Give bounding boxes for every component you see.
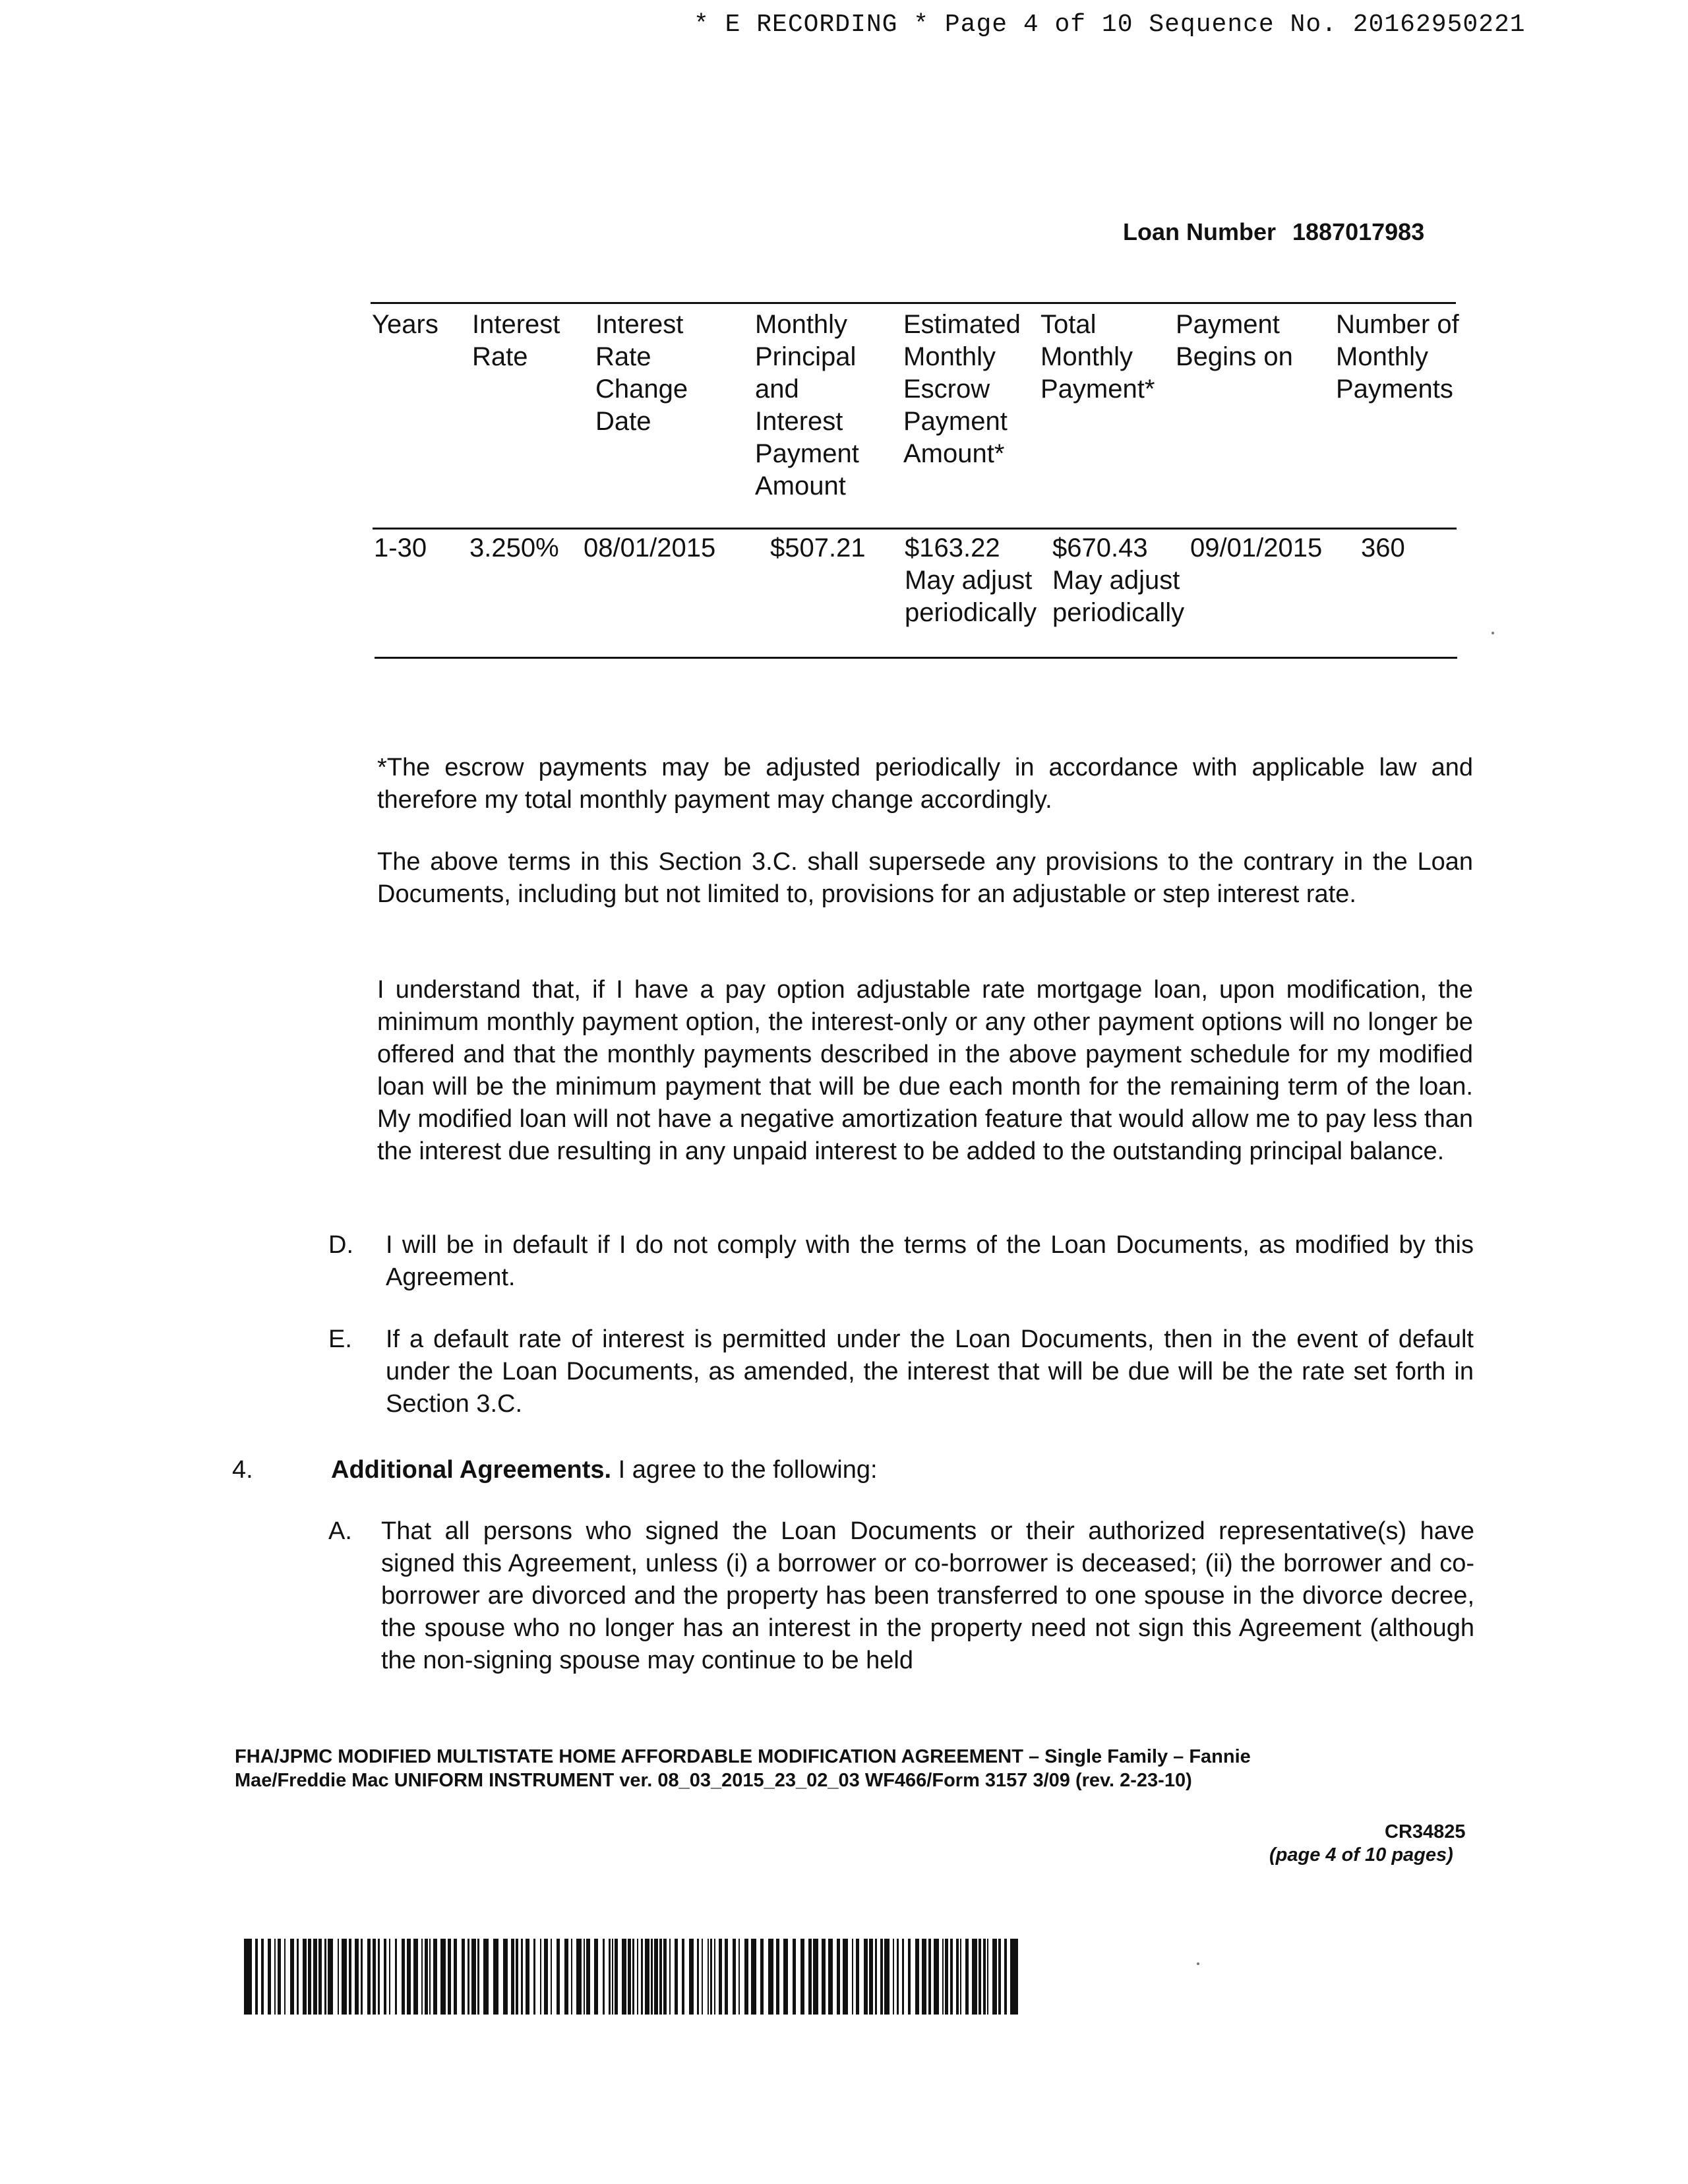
barcode-bar: [983, 1939, 986, 2015]
barcode-bar: [751, 1939, 756, 2015]
barcode-bar: [979, 1939, 981, 2015]
barcode-bar: [313, 1939, 317, 2015]
barcode-bar: [998, 1939, 1001, 2015]
header-years: Years: [372, 310, 438, 339]
item-e-text: If a default rate of interest is permitted under the Loan Documents, then in the event of default under the Loan Documents, as amended, the interest that will be due will be the rate set forth in Section 3.C.: [386, 1325, 1474, 1418]
recording-stamp: * E RECORDING * Page 4 of 10 Sequence No. 20162950221: [694, 11, 1526, 39]
barcode-bar: [378, 1939, 380, 2015]
barcode-bar: [328, 1939, 333, 2015]
barcode-bar: [992, 1939, 997, 2015]
barcode-bar: [710, 1939, 712, 2015]
cell-change-date: 08/01/2015: [584, 533, 716, 562]
loan-number-label: Loan Number: [1123, 218, 1277, 245]
barcode-bar: [576, 1939, 582, 2015]
understand-paragraph: I understand that, if I have a pay option adjustable rate mortgage loan, upon modification, the minimum monthly payment option, the interest-only or any other payment options will no longer be offered and that the monthly payments described in the above payment schedule for my modified loan will be the minimum payment that will be due each month for the remaining term of the loan. My modified loan will not have a negative amortization feature that would allow me to pay less than the interest due resulting in any unpaid interest to be added to the outstanding principal balance.: [377, 976, 1473, 1165]
barcode-bar: [564, 1939, 568, 2015]
header-begins-on: Payment Begins on: [1176, 310, 1293, 371]
barcode-bar: [893, 1939, 894, 2015]
barcode-bar: [915, 1939, 919, 2015]
barcode-bar: [632, 1939, 634, 2015]
cell-begins: 09/01/2015: [1190, 533, 1323, 562]
barcode-bar: [493, 1939, 498, 2015]
barcode: [244, 1939, 1029, 2015]
barcode-bar: [429, 1939, 431, 2015]
barcode-bar: [972, 1939, 977, 2015]
barcode-bar: [448, 1939, 451, 2015]
barcode-bar: [615, 1939, 618, 2015]
barcode-bar: [454, 1939, 457, 2015]
barcode-bar: [433, 1939, 437, 2015]
barcode-bar: [682, 1939, 684, 2015]
form-title-line-2: Mae/Freddie Mac UNIFORM INSTRUMENT ver. 08_03_2015_23_02_03 WF466/Form 3157 3/09 (rev. 2-23-10): [235, 1770, 1192, 1791]
barcode-bar: [622, 1939, 626, 2015]
barcode-bar: [255, 1939, 258, 2015]
barcode-bar: [557, 1939, 560, 2015]
barcode-bar: [663, 1939, 667, 2015]
cell-total: $670.43 May adjust periodically: [1052, 533, 1185, 627]
barcode-bar: [533, 1939, 535, 2015]
header-principal-interest: Monthly Principal and Interest Payment Amount: [755, 310, 859, 501]
barcode-bar: [733, 1939, 736, 2015]
barcode-bar: [603, 1939, 605, 2015]
barcode-bar: [654, 1939, 658, 2015]
barcode-bar: [361, 1939, 363, 2015]
item-a-marker: A.: [328, 1517, 352, 1545]
barcode-bar: [880, 1939, 883, 2015]
form-code: CR34825: [1385, 1821, 1466, 1842]
table-bottom-rule: [375, 657, 1457, 659]
barcode-bar: [856, 1939, 859, 2015]
barcode-bar: [297, 1939, 299, 2015]
barcode-bar: [928, 1939, 931, 2015]
barcode-bar: [669, 1939, 671, 2015]
barcode-bar: [628, 1939, 631, 2015]
barcode-bar: [324, 1939, 326, 2015]
barcode-bar: [783, 1939, 788, 2015]
scan-speck: [1197, 1962, 1199, 1965]
barcode-bar: [421, 1939, 423, 2015]
barcode-bar: [526, 1939, 529, 2015]
barcode-bar: [395, 1939, 397, 2015]
barcode-bar: [808, 1939, 812, 2015]
cell-years: 1-30: [374, 533, 427, 562]
barcode-bar: [908, 1939, 911, 2015]
barcode-bar: [544, 1939, 548, 2015]
barcode-bar: [708, 1939, 709, 2015]
barcode-bar: [828, 1939, 833, 2015]
barcode-bar: [793, 1939, 796, 2015]
header-total-payment: Total Monthly Payment*: [1040, 310, 1155, 404]
barcode-bar: [987, 1939, 988, 2015]
form-title-line-1: FHA/JPMC MODIFIED MULTISTATE HOME AFFORDABLE MODIFICATION AGREEMENT – Single Family – Fannie: [235, 1746, 1251, 1767]
barcode-bar: [884, 1939, 889, 2015]
header-escrow: Estimated Monthly Escrow Payment Amount*: [903, 310, 1021, 468]
section-4-number: 4.: [232, 1456, 253, 1484]
barcode-bar: [738, 1939, 740, 2015]
cell-rate: 3.250%: [469, 533, 559, 562]
barcode-bar: [389, 1939, 390, 2015]
barcode-bar: [342, 1939, 347, 2015]
escrow-note-paragraph: *The escrow payments may be adjusted periodically in accordance with applicable law and therefore my total monthly payment may change accordingly.: [377, 754, 1473, 814]
barcode-bar: [516, 1939, 518, 2015]
cell-escrow: $163.22 May adjust periodically: [905, 533, 1037, 627]
barcode-bar: [586, 1939, 590, 2015]
barcode-bar: [261, 1939, 264, 2015]
barcode-bar: [945, 1939, 948, 2015]
scan-speck: [1492, 632, 1494, 634]
barcode-bar: [1004, 1939, 1007, 2015]
item-e-marker: E.: [328, 1325, 352, 1353]
barcode-bar: [503, 1939, 508, 2015]
barcode-bar: [675, 1939, 678, 2015]
item-d-text: I will be in default if I do not comply with the terms of the Loan Documents, as modified by this Agreement.: [386, 1231, 1474, 1291]
barcode-bar: [934, 1939, 939, 2015]
barcode-bar: [471, 1939, 476, 2015]
barcode-bar: [760, 1939, 764, 2015]
loan-number-value: 1887017983: [1292, 218, 1425, 245]
barcode-bar: [467, 1939, 469, 2015]
barcode-bar: [551, 1939, 552, 2015]
barcode-bar: [413, 1939, 418, 2015]
barcode-bar: [843, 1939, 848, 2015]
barcode-bar: [697, 1939, 699, 2015]
cell-count: 360: [1361, 533, 1405, 562]
item-d-marker: D.: [328, 1231, 353, 1259]
barcode-bar: [714, 1939, 715, 2015]
header-interest-rate: Interest Rate: [472, 310, 560, 371]
barcode-bar: [373, 1939, 376, 2015]
barcode-bar: [960, 1939, 961, 2015]
barcode-bar: [609, 1939, 611, 2015]
page-of-pages: (page 4 of 10 pages): [1269, 1844, 1453, 1866]
barcode-bar: [244, 1939, 252, 2015]
barcode-bar: [864, 1939, 868, 2015]
barcode-bar: [477, 1939, 479, 2015]
section-4-text: I agree to the following:: [618, 1456, 878, 1484]
barcode-bar: [645, 1939, 649, 2015]
barcode-bar: [521, 1939, 523, 2015]
item-a-text: That all persons who signed the Loan Documents or their authorized representative(s) have signed this Agreement, unless (i) a borrower or co-borrower is deceased; (ii) the borrower and co-borrower are divorced and the property has been transferred to one spouse in the divorce decree, the spouse who no longer has an interest in the property need not sign this Agreement (although the non-signing spouse may continue to be held: [381, 1517, 1474, 1674]
barcode-bar: [303, 1939, 307, 2015]
barcode-bar: [440, 1939, 446, 2015]
header-number-payments: Number of Monthly Payments: [1336, 310, 1459, 404]
barcode-bar: [659, 1939, 662, 2015]
barcode-bar: [594, 1939, 598, 2015]
barcode-bar: [776, 1939, 779, 2015]
barcode-bar: [318, 1939, 322, 2015]
barcode-bar: [852, 1939, 853, 2015]
barcode-bar: [956, 1939, 959, 2015]
barcode-bar: [897, 1939, 899, 2015]
barcode-bar: [367, 1939, 371, 2015]
barcode-bar: [571, 1939, 572, 2015]
barcode-bar: [902, 1939, 904, 2015]
terms-paragraph: The above terms in this Section 3.C. shall supersede any provisions to the contrary in the Loan Documents, including but not limited to, provisions for an adjustable or step interest rate.: [377, 848, 1473, 908]
barcode-bar: [425, 1939, 428, 2015]
barcode-bar: [813, 1939, 818, 2015]
barcode-bar: [402, 1939, 405, 2015]
barcode-bar: [702, 1939, 703, 2015]
barcode-bar: [511, 1939, 514, 2015]
header-rate-change-date: Interest Rate Change Date: [595, 310, 688, 436]
barcode-bar: [483, 1939, 489, 2015]
barcode-bar: [278, 1939, 281, 2015]
barcode-bar: [942, 1939, 944, 2015]
barcode-bar: [950, 1939, 953, 2015]
barcode-bar: [837, 1939, 840, 2015]
barcode-bar: [800, 1939, 804, 2015]
barcode-bar: [689, 1939, 694, 2015]
barcode-bar: [284, 1939, 286, 2015]
barcode-bar: [308, 1939, 311, 2015]
barcode-bar: [725, 1939, 728, 2015]
section-4-title: Additional Agreements.: [331, 1456, 612, 1484]
barcode-bar: [869, 1939, 873, 2015]
barcode-bar: [719, 1939, 722, 2015]
barcode-bar: [540, 1939, 541, 2015]
barcode-bar: [355, 1939, 359, 2015]
barcode-bar: [384, 1939, 386, 2015]
barcode-bar: [268, 1939, 271, 2015]
barcode-bar: [407, 1939, 411, 2015]
barcode-bar: [462, 1939, 465, 2015]
barcode-bar: [584, 1939, 585, 2015]
barcode-bar: [349, 1939, 351, 2015]
barcode-bar: [922, 1939, 926, 2015]
barcode-bar: [651, 1939, 653, 2015]
barcode-bar: [1010, 1939, 1018, 2015]
barcode-bar: [290, 1939, 294, 2015]
barcode-bar: [875, 1939, 877, 2015]
cell-pi-amount: $507.21: [770, 533, 866, 562]
table-top-rule: [371, 302, 1456, 304]
barcode-bar: [641, 1939, 643, 2015]
barcode-bar: [274, 1939, 276, 2015]
barcode-bar: [744, 1939, 748, 2015]
barcode-bar: [822, 1939, 826, 2015]
barcode-bar: [612, 1939, 613, 2015]
section-4-heading: [331, 1454, 878, 1486]
barcode-bar: [768, 1939, 773, 2015]
barcode-bar: [637, 1939, 638, 2015]
barcode-bar: [965, 1939, 969, 2015]
barcode-bar: [338, 1939, 339, 2015]
table-mid-rule: [373, 528, 1457, 530]
